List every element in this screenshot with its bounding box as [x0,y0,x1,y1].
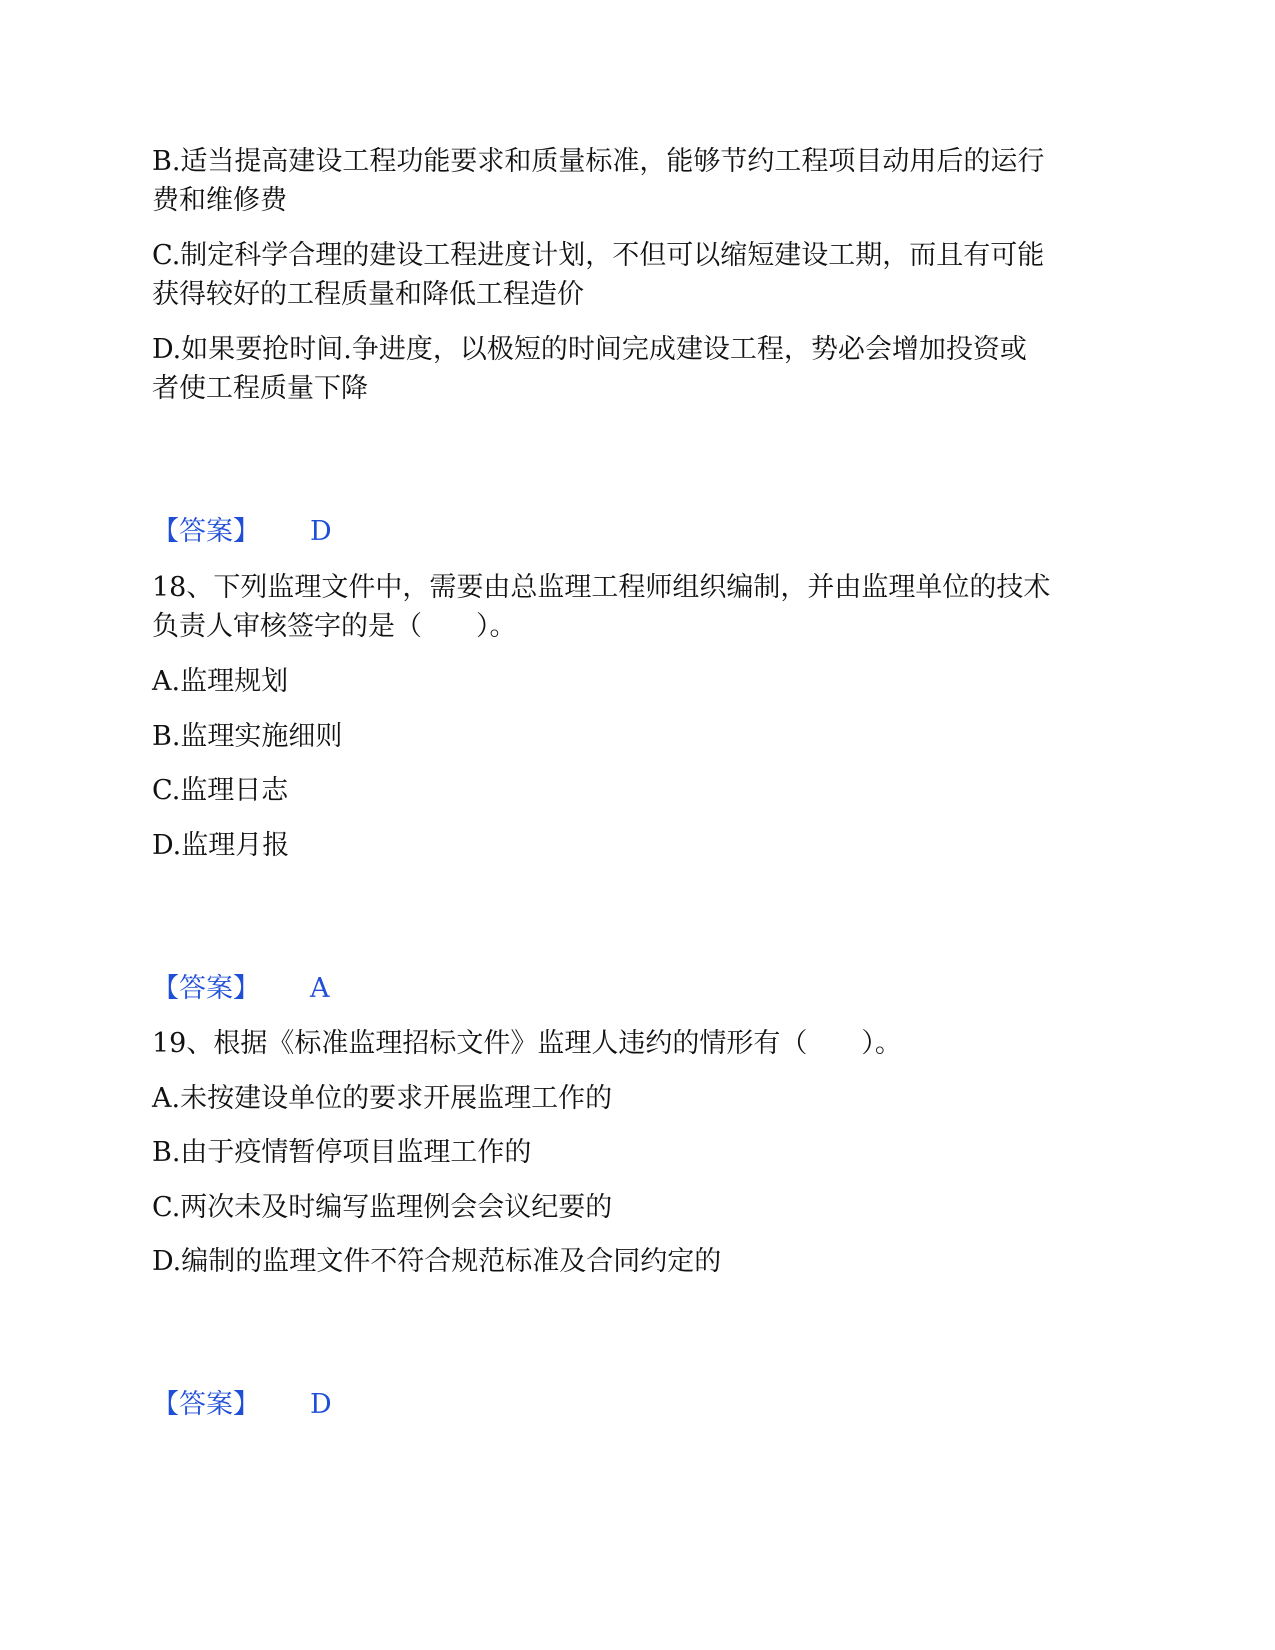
q17-answer [152,512,332,552]
q19-option-b: B.由于疫情暂停项目监理工作的 [152,1137,532,1168]
q17-option-b-line1: B.适当提高建设工程功能要求和质量标准，能够节约工程项目动用后的运行 [152,146,1045,177]
q17-option-c-line1: C.制定科学合理的建设工程进度计划，不但可以缩短建设工期，而且有可能 [152,240,1045,271]
q17-answer-value: D [310,516,332,547]
q18-option-c: C.监理日志 [152,775,289,806]
q18-option-a: A.监理规划 [152,666,289,697]
q18-question-line1: 18、下列监理文件中，需要由总监理工程师组织编制，并由监理单位的技术 [152,572,1051,603]
q18-question-line2: 负责人审核签字的是（ ）。 [152,611,517,642]
q18-answer [152,969,330,1009]
q19-answer-value: D [310,1389,332,1420]
q18-option-d: D.监理月报 [152,830,290,861]
q18-option-b: B.监理实施细则 [152,721,343,752]
q17-option-d-line1: D.如果要抢时间.争进度，以极短的时间完成建设工程，势必会增加投资或 [152,334,1027,365]
q18-answer-value: A [310,973,330,1004]
q18-answer-label: 【答案】 [152,973,260,1004]
q17-option-d-line2: 者使工程质量下降 [152,373,368,404]
q17-option-c-line2: 获得较好的工程质量和降低工程造价 [152,279,584,310]
q19-answer [152,1385,332,1425]
q19-option-d: D.编制的监理文件不符合规范标准及合同约定的 [152,1246,722,1277]
q19-option-a: A.未按建设单位的要求开展监理工作的 [152,1083,613,1114]
q19-option-c: C.两次未及时编写监理例会会议纪要的 [152,1192,613,1223]
q19-question-line1: 19、根据《标准监理招标文件》监理人违约的情形有（ ）。 [152,1028,902,1059]
q19-answer-label: 【答案】 [152,1389,260,1420]
q17-option-b-line2: 费和维修费 [152,185,287,216]
q17-answer-label: 【答案】 [152,516,260,547]
